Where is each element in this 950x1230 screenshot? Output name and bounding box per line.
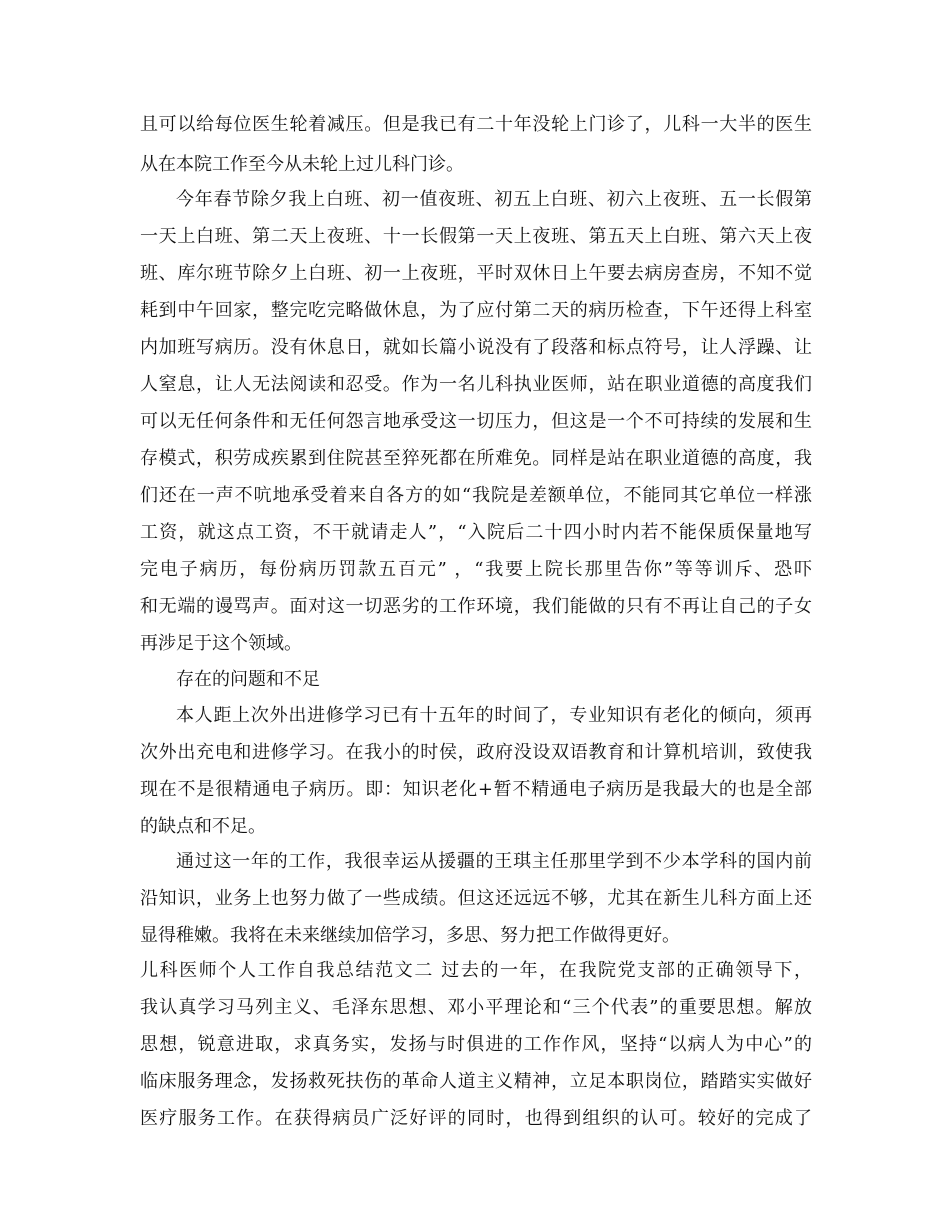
text-line: 现在不是很精通电子病历。即：知识老化+暂不精通电子病历是我最大的也是全部 xyxy=(140,779,812,800)
text-line: 再涉足于这个领域。 xyxy=(140,633,302,654)
text-line: 存模式，积劳成疾累到住院甚至猝死都在所难免。同样是站在职业道德的高度，我 xyxy=(140,448,812,469)
text-line: 耗到中午回家，整完吃完略做休息，为了应付第二天的病历检查，下午还得上科室 xyxy=(140,300,812,321)
text-line: 儿科医师个人工作自我总结范文二 过去的一年，在我院党支部的正确领导下， xyxy=(140,960,812,981)
text-line: 班、库尔班节除夕上白班、初一上夜班，平时双休日上午要去病房查房，不知不觉 xyxy=(140,263,812,284)
text-line: 的缺点和不足。 xyxy=(140,816,266,837)
text-line: 今年春节除夕我上白班、初一值夜班、初五上白班、初六上夜班、五一长假第 xyxy=(176,189,812,210)
text-line: 工资，就这点工资，不干就请走人”，“入院后二十四小时内若不能保质保量地写 xyxy=(140,522,812,543)
text-line: 内加班写病历。没有休息日，就如长篇小说没有了段落和标点符号，让人浮躁、让 xyxy=(140,337,812,358)
text-line: 临床服务理念，发扬救死扶伤的革命人道主义精神，立足本职岗位，踏踏实实做好 xyxy=(140,1071,812,1092)
text-line: 我认真学习马列主义、毛泽东思想、邓小平理论和“三个代表”的重要思想。解放 xyxy=(140,997,812,1018)
text-line: 们还在一声不吭地承受着来自各方的如“我院是差额单位，不能同其它单位一样涨 xyxy=(140,485,812,506)
text-line: 通过这一年的工作，我很幸运从援疆的王琪主任那里学到不少本学科的国内前 xyxy=(176,851,812,872)
text-line: 次外出充电和进修学习。在我小的时侯，政府没设双语教育和计算机培训，致使我 xyxy=(140,742,812,763)
text-line: 且可以给每位医生轮着减压。但是我已有二十年没轮上门诊了，儿科一大半的医生 xyxy=(140,114,812,135)
text-line: 思想，锐意进取，求真务实，发扬与时俱进的工作作风，坚持“以病人为中心”的 xyxy=(140,1034,812,1055)
text-line: 显得稚嫩。我将在未来继续加倍学习，多思、努力把工作做得更好。 xyxy=(140,925,680,946)
section-heading: 存在的问题和不足 xyxy=(176,669,320,690)
text-line: 和无端的谩骂声。面对这一切恶劣的工作环境，我们能做的只有不再让自己的子女 xyxy=(140,596,812,617)
text-line: 可以无任何条件和无任何怨言地承受这一切压力，但这是一个不可持续的发展和生 xyxy=(140,411,812,432)
text-line: 沿知识，业务上也努力做了一些成绩。但这还远远不够，尤其在新生儿科方面上还 xyxy=(140,888,812,909)
text-line: 本人距上次外出进修学习已有十五年的时间了，专业知识有老化的倾向，须再 xyxy=(176,705,812,726)
text-line: 一天上白班、第二天上夜班、十一长假第一天上夜班、第五天上白班、第六天上夜 xyxy=(140,226,812,247)
text-line: 人窒息，让人无法阅读和忍受。作为一名儿科执业医师，站在职业道德的高度我们 xyxy=(140,374,812,395)
text-line: 完电子病历，每份病历罚款五百元” ，“我要上院长那里告你”等等训斥、恐吓 xyxy=(140,559,812,580)
text-line: 从在本院工作至今从未轮上过儿科门诊。 xyxy=(140,154,464,175)
text-line: 医疗服务工作。在获得病员广泛好评的同时，也得到组织的认可。较好的完成了 xyxy=(140,1108,812,1129)
